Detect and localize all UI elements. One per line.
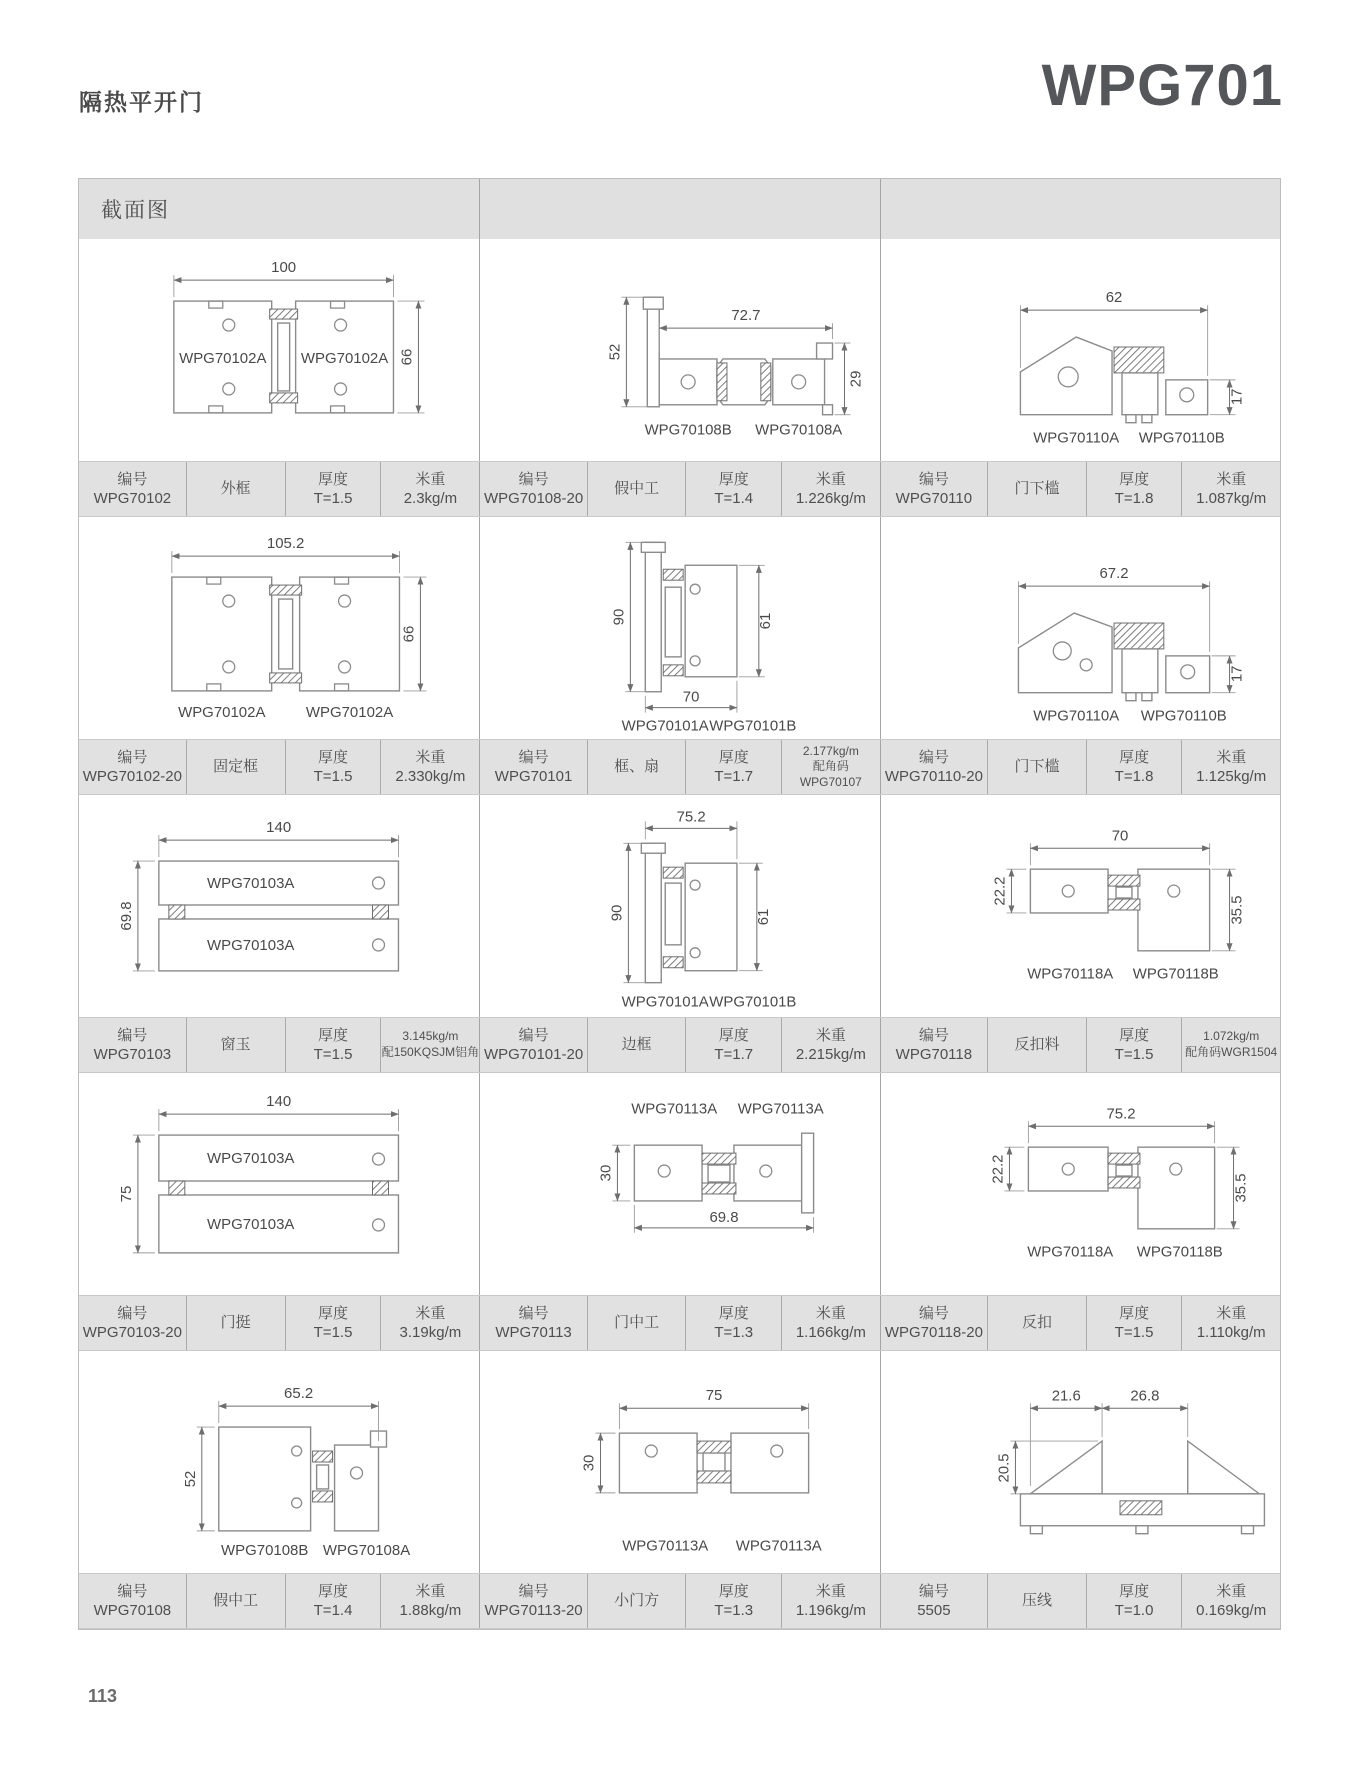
weight-cell <box>380 1018 479 1072</box>
weight-cell <box>781 1018 880 1072</box>
weight-line2: 1.125kg/m <box>1196 768 1267 785</box>
page-title: 隔热平开门 <box>79 89 204 115</box>
weight-line1: 米重 <box>1216 1304 1247 1322</box>
dim-label: 61 <box>757 612 775 630</box>
dim-label: 75 <box>117 1185 135 1203</box>
dim-label: 61 <box>755 908 773 926</box>
code-label: 编号 <box>518 470 549 488</box>
weight-cell <box>781 1296 880 1350</box>
weight-line2: 配角码WPG70107 <box>799 759 862 789</box>
dim-label: 21.6 <box>1051 1387 1081 1405</box>
thickness-cell <box>1086 740 1182 794</box>
code-cell <box>881 740 987 794</box>
thickness-cell <box>685 1018 781 1072</box>
info-group <box>479 1574 879 1628</box>
thickness-label: 厚度 <box>318 1582 349 1600</box>
dim-label: 67.2 <box>1099 565 1129 583</box>
profile-code-label: WPG70113A <box>631 1100 718 1118</box>
cross-section-diagram <box>79 239 479 461</box>
cross-section-diagram <box>79 795 479 1017</box>
code-value: WPG70102 <box>93 490 172 507</box>
weight-cell <box>1181 462 1280 516</box>
dim-label: 66 <box>398 348 416 366</box>
profile-code-label: WPG70110A <box>1032 707 1119 725</box>
info-group <box>479 740 879 794</box>
info-group <box>880 740 1280 794</box>
code-value: WPG70102-20 <box>82 768 182 785</box>
weight-line2: 1.196kg/m <box>795 1602 866 1619</box>
profile-name: 门下槛 <box>1014 758 1060 776</box>
dim-label: 29 <box>847 370 865 388</box>
thickness-cell <box>285 1296 381 1350</box>
code-label: 编号 <box>918 1304 949 1322</box>
code-cell <box>480 462 586 516</box>
name-cell <box>987 1296 1086 1350</box>
weight-line2: 1.087kg/m <box>1196 490 1267 507</box>
dim-label: 69.8 <box>117 901 135 931</box>
weight-line2: 1.226kg/m <box>795 490 866 507</box>
weight-line2: 2.215kg/m <box>795 1046 866 1063</box>
profile-code-label: WPG70103A <box>207 875 295 893</box>
cross-section-diagram <box>479 517 879 739</box>
profile-name: 固定框 <box>213 758 259 776</box>
profile-code-label: WPG70108A <box>755 421 843 439</box>
dim-label: 75 <box>706 1387 723 1405</box>
dim-label: 30 <box>597 1164 615 1182</box>
weight-cell <box>781 740 880 794</box>
name-cell <box>587 1574 686 1628</box>
thickness-value: T=1.7 <box>714 1046 754 1063</box>
thickness-value: T=1.3 <box>714 1324 754 1341</box>
dim-label: 26.8 <box>1130 1387 1160 1405</box>
profile-code-label: WPG70108A <box>322 1541 411 1559</box>
thickness-label: 厚度 <box>718 1026 749 1044</box>
code-cell <box>480 1574 586 1628</box>
weight-line1: 1.072kg/m <box>1203 1029 1260 1044</box>
weight-line2: 配150KQSJM铝角 <box>381 1045 480 1059</box>
code-label: 编号 <box>518 1304 549 1322</box>
thickness-label: 厚度 <box>1119 1304 1150 1322</box>
thickness-label: 厚度 <box>1119 1026 1150 1044</box>
profile-code-label: WPG70103A <box>207 1215 295 1233</box>
code-label: 编号 <box>518 748 549 766</box>
profile-code-label: WPG70102A <box>179 349 267 367</box>
code-value: WPG70103-20 <box>82 1324 182 1341</box>
code-cell <box>79 740 186 794</box>
cross-section-diagram <box>79 517 479 739</box>
profile-code-label: WPG70113A <box>738 1100 825 1118</box>
code-label: 编号 <box>918 1582 949 1600</box>
code-value: WPG70113-20 <box>484 1602 583 1619</box>
dim-label: 90 <box>610 608 628 626</box>
profile-code-label: WPG70108B <box>221 1541 309 1559</box>
code-label: 编号 <box>518 1026 549 1044</box>
info-group <box>880 1296 1280 1350</box>
dim-label: 75.2 <box>1106 1105 1136 1123</box>
weight-line1: 3.145kg/m <box>402 1029 459 1044</box>
code-value: WPG70101-20 <box>483 1046 584 1063</box>
profile-code-label: WPG70103A <box>207 936 295 954</box>
thickness-cell <box>685 462 781 516</box>
profile-table <box>78 178 1281 1630</box>
dim-label: 17 <box>1228 388 1246 406</box>
weight-cell <box>1181 1018 1280 1072</box>
profile-code-label: WPG70101B <box>709 993 797 1011</box>
weight-line1: 米重 <box>1216 1582 1247 1600</box>
code-cell <box>480 1296 586 1350</box>
dim-label: 66 <box>400 625 418 643</box>
dim-label: 75.2 <box>676 808 706 826</box>
info-row <box>79 1017 1280 1073</box>
code-label: 编号 <box>918 470 949 488</box>
profile-drawing <box>79 1351 479 1573</box>
profile-code-label: WPG70118A <box>1026 965 1113 983</box>
info-row <box>79 739 1280 795</box>
code-label: 编号 <box>918 748 949 766</box>
thickness-cell <box>685 1296 781 1350</box>
code-label: 编号 <box>918 1026 949 1044</box>
info-group <box>479 462 879 516</box>
thickness-cell <box>685 740 781 794</box>
thickness-cell <box>285 462 381 516</box>
name-cell <box>987 462 1086 516</box>
weight-cell <box>1181 1574 1280 1628</box>
profile-code-label: WPG70110B <box>1140 707 1227 725</box>
profile-name: 小门方 <box>614 1592 660 1610</box>
profile-code-label: WPG70108B <box>644 421 733 439</box>
profile-name: 门挺 <box>220 1314 251 1332</box>
thickness-value: T=1.5 <box>313 1046 353 1063</box>
dim-label: 140 <box>266 819 292 837</box>
name-cell <box>186 462 285 516</box>
profile-code-label: WPG70103A <box>207 1150 295 1168</box>
info-group <box>479 1018 879 1072</box>
profile-name: 反扣料 <box>1014 1036 1060 1054</box>
thickness-label: 厚度 <box>318 1304 349 1322</box>
profile-name: 反扣 <box>1021 1314 1052 1332</box>
profile-drawing <box>480 795 879 1017</box>
profile-code-label: WPG70101A <box>622 993 710 1011</box>
cross-section-diagram <box>79 1073 479 1295</box>
name-cell <box>987 1018 1086 1072</box>
thickness-cell <box>685 1574 781 1628</box>
diagram-row <box>79 517 1280 739</box>
thickness-label: 厚度 <box>1119 748 1150 766</box>
cross-section-diagram <box>479 1073 879 1295</box>
dim-label: 105.2 <box>266 535 305 553</box>
profile-name: 门中工 <box>614 1314 660 1332</box>
info-group <box>880 1574 1280 1628</box>
dim-label: 90 <box>608 904 626 922</box>
weight-line1: 米重 <box>815 470 846 488</box>
series-code: WPG701 <box>1041 53 1283 118</box>
code-label: 编号 <box>117 1304 148 1322</box>
name-cell <box>987 740 1086 794</box>
code-cell <box>79 462 186 516</box>
profile-name: 假中工 <box>614 480 660 498</box>
cross-section-diagram <box>880 795 1280 1017</box>
profile-drawing <box>480 517 879 739</box>
profile-code-label: WPG70118B <box>1136 1243 1223 1261</box>
weight-line2: 3.19kg/m <box>399 1324 462 1341</box>
profile-code-label: WPG70101B <box>709 717 797 735</box>
cross-section-diagram <box>880 1073 1280 1295</box>
code-value: WPG70101 <box>494 768 573 785</box>
code-cell <box>480 740 586 794</box>
weight-line1: 米重 <box>1216 748 1247 766</box>
thickness-cell <box>285 1018 381 1072</box>
page-number: 113 <box>88 1686 118 1706</box>
profile-code-label: WPG70113A <box>736 1537 823 1555</box>
code-value: WPG70108 <box>93 1602 172 1619</box>
thickness-label: 厚度 <box>1119 470 1150 488</box>
profile-name: 边框 <box>621 1036 652 1054</box>
weight-line2: 配角码WGR1504 <box>1185 1045 1278 1059</box>
code-value: WPG70103 <box>93 1046 172 1063</box>
dim-label: 70 <box>1111 827 1128 845</box>
info-group <box>79 1018 479 1072</box>
name-cell <box>587 1018 686 1072</box>
dim-label: 65.2 <box>284 1385 314 1403</box>
profile-drawing <box>79 239 479 461</box>
weight-line2: 2.330kg/m <box>395 768 466 785</box>
thickness-label: 厚度 <box>318 1026 349 1044</box>
thickness-value: T=1.5 <box>313 768 353 785</box>
thickness-value: T=1.8 <box>1114 490 1154 507</box>
thickness-label: 厚度 <box>718 748 749 766</box>
code-value: WPG70113 <box>495 1324 572 1341</box>
profile-drawing <box>881 1073 1280 1295</box>
weight-cell <box>781 462 880 516</box>
thickness-value: T=1.5 <box>313 1324 353 1341</box>
profile-name: 假中工 <box>213 1592 259 1610</box>
name-cell <box>587 1296 686 1350</box>
thickness-label: 厚度 <box>1119 1582 1150 1600</box>
thickness-cell <box>1086 462 1182 516</box>
thickness-cell <box>1086 1296 1182 1350</box>
thickness-value: T=1.5 <box>313 490 353 507</box>
code-label: 编号 <box>117 470 148 488</box>
weight-line2: 1.110kg/m <box>1196 1324 1266 1341</box>
profile-name: 外框 <box>220 480 251 498</box>
thickness-cell <box>285 740 381 794</box>
table-header-cell <box>880 179 1280 239</box>
profile-code-label: WPG70101A <box>622 717 710 735</box>
profile-code-label: WPG70102A <box>305 703 394 721</box>
weight-line1: 米重 <box>815 1304 846 1322</box>
info-group <box>79 1574 479 1628</box>
thickness-cell <box>285 1574 381 1628</box>
weight-line1: 米重 <box>1216 470 1247 488</box>
name-cell <box>186 1574 285 1628</box>
thickness-value: T=1.4 <box>714 490 754 507</box>
code-cell <box>881 1018 987 1072</box>
dim-label: 62 <box>1105 289 1122 307</box>
name-cell <box>587 462 686 516</box>
code-label: 编号 <box>117 1026 148 1044</box>
profile-code-label: WPG70102A <box>300 349 389 367</box>
code-cell <box>79 1574 186 1628</box>
weight-line2: 1.166kg/m <box>795 1324 866 1341</box>
table-header-cell <box>79 179 479 239</box>
profile-name: 框、扇 <box>614 758 660 776</box>
weight-line2: 1.88kg/m <box>399 1602 462 1619</box>
profile-drawing <box>881 517 1280 739</box>
profile-name: 门下槛 <box>1014 480 1060 498</box>
profile-name: 窗玉 <box>220 1036 251 1054</box>
dim-label: 100 <box>271 259 297 277</box>
thickness-value: T=1.7 <box>714 768 754 785</box>
thickness-value: T=1.3 <box>714 1602 754 1619</box>
profile-code-label: WPG70102A <box>178 703 266 721</box>
info-row <box>79 461 1280 517</box>
dim-label: 30 <box>580 1454 598 1472</box>
weight-line1: 米重 <box>415 748 446 766</box>
name-cell <box>186 1296 285 1350</box>
weight-cell <box>380 1574 479 1628</box>
diagram-row <box>79 795 1280 1017</box>
code-value: WPG70118-20 <box>884 1324 983 1341</box>
info-row <box>79 1573 1280 1629</box>
weight-line2: 0.169kg/m <box>1196 1602 1267 1619</box>
weight-cell <box>380 462 479 516</box>
dim-label: 72.7 <box>731 307 761 325</box>
cross-section-diagram <box>880 239 1280 461</box>
weight-line1: 米重 <box>815 1026 846 1044</box>
thickness-value: T=1.5 <box>1114 1046 1154 1063</box>
code-cell <box>881 1296 987 1350</box>
section-title: 截面图 <box>101 199 170 222</box>
info-row <box>79 1295 1280 1351</box>
info-group <box>880 1018 1280 1072</box>
thickness-label: 厚度 <box>318 470 349 488</box>
thickness-cell <box>1086 1018 1182 1072</box>
code-value: WPG70110-20 <box>884 768 983 785</box>
diagram-row <box>79 1351 1280 1573</box>
profile-drawing <box>881 239 1280 461</box>
code-value: WPG70108-20 <box>483 490 584 507</box>
thickness-label: 厚度 <box>718 1304 749 1322</box>
dim-label: 140 <box>266 1093 292 1111</box>
profile-drawing <box>480 1351 879 1573</box>
dim-label: 35.5 <box>1232 1173 1250 1203</box>
profile-drawing <box>881 1351 1280 1573</box>
code-label: 编号 <box>117 748 148 766</box>
diagram-row <box>79 239 1280 461</box>
weight-cell <box>781 1574 880 1628</box>
thickness-value: T=1.0 <box>1114 1602 1154 1619</box>
weight-cell <box>1181 1296 1280 1350</box>
profile-code-label: WPG70110A <box>1032 429 1119 447</box>
weight-line1: 米重 <box>415 470 446 488</box>
thickness-label: 厚度 <box>718 470 749 488</box>
code-cell <box>79 1296 186 1350</box>
weight-line1: 米重 <box>815 1582 846 1600</box>
profile-code-label: WPG70110B <box>1138 429 1225 447</box>
info-group <box>79 740 479 794</box>
name-cell <box>587 740 686 794</box>
weight-cell <box>380 740 479 794</box>
weight-line1: 米重 <box>415 1582 446 1600</box>
dim-label: 52 <box>606 343 624 361</box>
info-group <box>880 462 1280 516</box>
code-cell <box>881 462 987 516</box>
weight-line2: 2.3kg/m <box>403 490 458 507</box>
code-label: 编号 <box>117 1582 148 1600</box>
profile-code-label: WPG70113A <box>622 1537 709 1555</box>
profile-drawing <box>480 239 879 461</box>
name-cell <box>987 1574 1086 1628</box>
name-cell <box>186 740 285 794</box>
cross-section-diagram <box>79 1351 479 1573</box>
name-cell <box>186 1018 285 1072</box>
code-value: 5505 <box>917 1602 951 1619</box>
code-cell <box>480 1018 586 1072</box>
profile-code-label: WPG70118A <box>1026 1243 1113 1261</box>
profile-drawing <box>480 1073 879 1295</box>
dim-label: 17 <box>1228 665 1246 683</box>
cross-section-diagram <box>479 239 879 461</box>
profile-code-label: WPG70118B <box>1132 965 1219 983</box>
dim-label: 52 <box>181 1470 199 1488</box>
dim-label: 22.2 <box>991 876 1009 906</box>
weight-line1: 2.177kg/m <box>802 743 859 758</box>
profile-drawing <box>79 1073 479 1295</box>
weight-cell <box>380 1296 479 1350</box>
profile-drawing <box>79 795 479 1017</box>
profile-name: 压线 <box>1021 1592 1052 1610</box>
weight-cell <box>1181 740 1280 794</box>
thickness-value: T=1.8 <box>1114 768 1154 785</box>
thickness-cell <box>1086 1574 1182 1628</box>
cross-section-diagram <box>479 795 879 1017</box>
profile-drawing <box>79 517 479 739</box>
info-group <box>79 462 479 516</box>
weight-line1: 米重 <box>415 1304 446 1322</box>
dim-label: 22.2 <box>989 1154 1007 1184</box>
dim-label: 35.5 <box>1228 895 1246 925</box>
code-cell <box>79 1018 186 1072</box>
thickness-value: T=1.5 <box>1114 1324 1154 1341</box>
cross-section-diagram <box>880 517 1280 739</box>
code-cell <box>881 1574 987 1628</box>
thickness-label: 厚度 <box>318 748 349 766</box>
info-group <box>79 1296 479 1350</box>
code-value: WPG70118 <box>895 1046 973 1063</box>
cross-section-diagram <box>479 1351 879 1573</box>
profile-drawing <box>881 795 1280 1017</box>
dim-label: 70 <box>683 688 700 706</box>
table-header-row <box>79 179 1280 239</box>
thickness-label: 厚度 <box>718 1582 749 1600</box>
thickness-value: T=1.4 <box>313 1602 353 1619</box>
code-label: 编号 <box>518 1582 549 1600</box>
dim-label: 69.8 <box>709 1208 739 1226</box>
info-group <box>479 1296 879 1350</box>
code-value: WPG70110 <box>895 490 973 507</box>
diagram-row <box>79 1073 1280 1295</box>
dim-label: 20.5 <box>995 1453 1013 1483</box>
table-header-cell <box>479 179 879 239</box>
cross-section-diagram <box>880 1351 1280 1573</box>
